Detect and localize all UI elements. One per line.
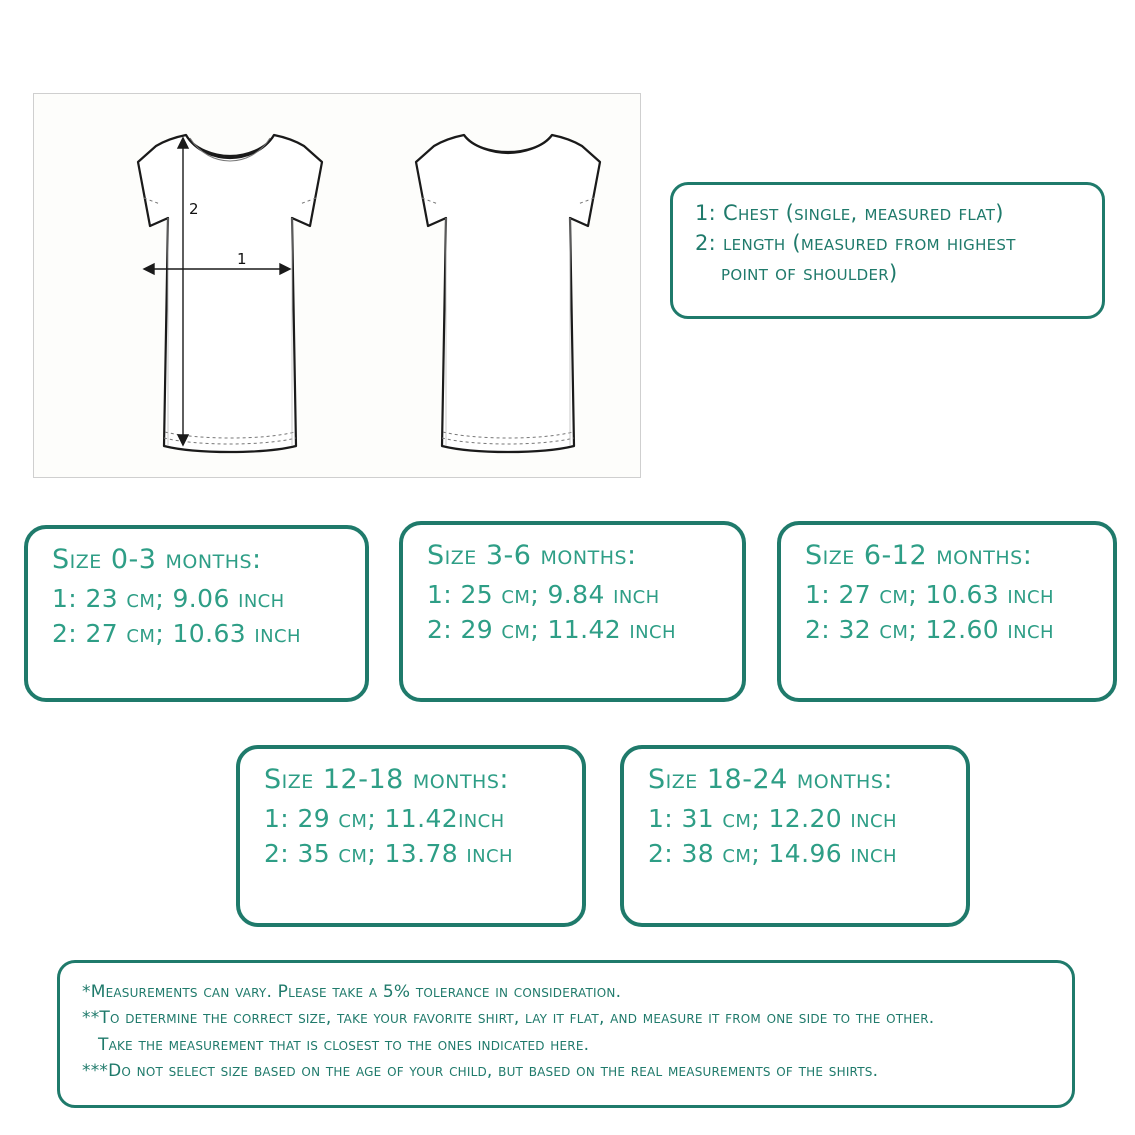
shirt-illustration-panel [33,93,641,478]
size-card-title: Size 18-24 months: [648,764,893,795]
size-card-title: Size 6-12 months: [805,540,1033,571]
size-card-length: 2: 32 cm; 12.60 inch [805,615,1054,645]
note-tolerance: *Measurements can vary. Please take a 5% tolerance in consideration. [82,982,622,1002]
size-card-0-3-months [24,525,369,702]
size-card-18-24-months [620,745,970,927]
chest-measure-label: 1 [237,250,247,268]
size-card-chest: 1: 23 cm; 9.06 inch [52,583,285,613]
size-card-title: Size 3-6 months: [427,540,637,571]
legend-line-chest: 1: Chest (single, measured flat) [695,201,1004,225]
legend-line-length: 2: length (measured from highest [695,230,1016,255]
size-card-length: 2: 35 cm; 13.78 inch [264,839,513,869]
size-card-chest: 1: 27 cm; 10.63 inch [805,579,1054,609]
size-card-chest: 1: 29 cm; 11.42inch [264,803,505,833]
size-card-length: 2: 38 cm; 14.96 inch [648,839,897,869]
notes-panel [57,960,1075,1108]
size-card-6-12-months [777,521,1117,702]
note-age-warning: ***Do not select size based on the age of your child, but based on the real measurements of the shirts. [82,1061,879,1082]
size-card-title: Size 12-18 months: [264,764,509,795]
size-card-3-6-months [399,521,746,702]
note-how-to-measure-cont: Take the measurement that is closest to the ones indicated here. [98,1034,590,1055]
size-card-title: Size 0-3 months: [52,544,262,575]
size-card-chest: 1: 25 cm; 9.84 inch [427,579,660,609]
note-how-to-measure: **To determine the correct size, take your favorite shirt, lay it flat, and measure it from one side to the other. [82,1008,935,1029]
size-card-12-18-months [236,745,586,927]
shirt-technical-drawing [34,94,640,477]
size-card-length: 2: 27 cm; 10.63 inch [52,619,301,649]
size-card-length: 2: 29 cm; 11.42 inch [427,615,676,645]
legend-line-length-cont: point of shoulder) [721,260,898,285]
size-card-chest: 1: 31 cm; 12.20 inch [648,803,897,833]
length-measure-label: 2 [189,200,199,218]
measurement-legend [670,182,1105,319]
